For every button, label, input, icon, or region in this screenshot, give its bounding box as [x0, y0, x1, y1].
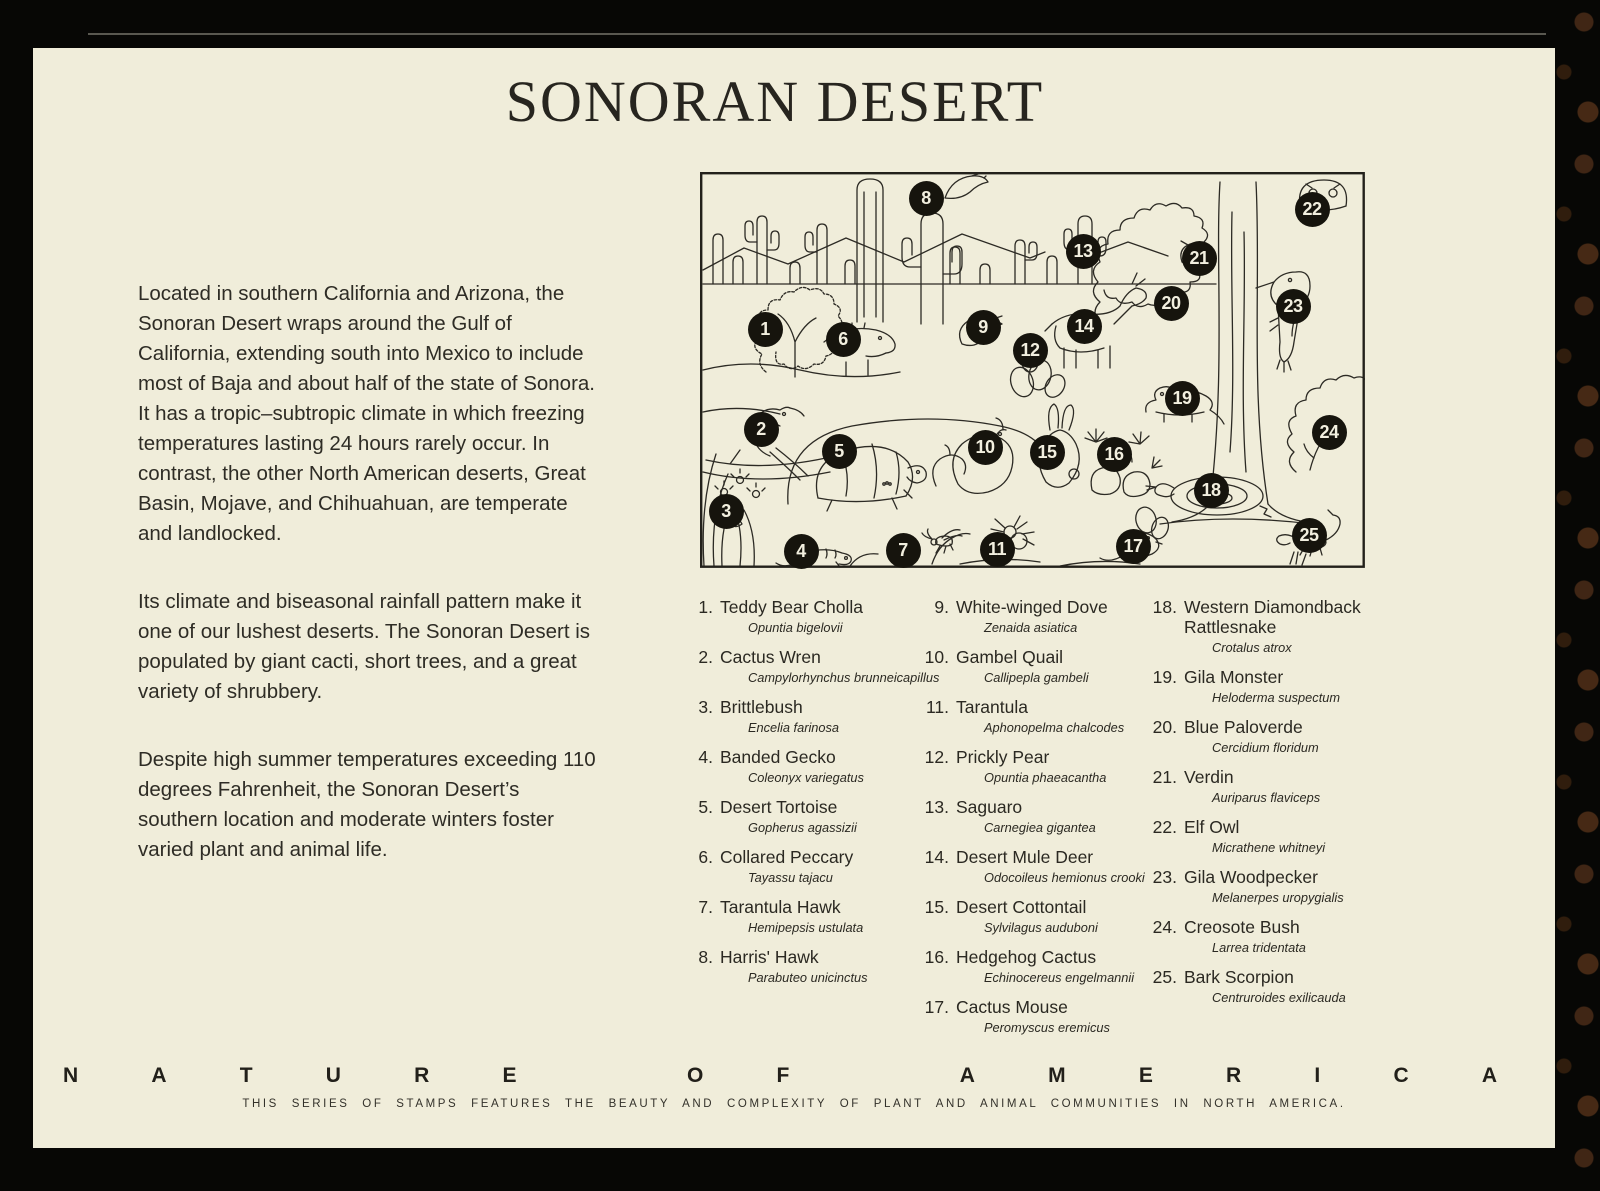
legend-item-number: 6.: [698, 847, 713, 867]
legend-item: [1147, 717, 1397, 755]
species-name: Gila Woodpecker: [1184, 867, 1318, 887]
species-name: Tarantula Hawk: [720, 897, 841, 917]
species-name: Gambel Quail: [956, 647, 1063, 667]
diagram-marker-15: 15: [1030, 435, 1065, 470]
legend-item-number: 11.: [925, 697, 949, 717]
intro-text: [138, 279, 603, 903]
species-scientific-name: Cercidium floridum: [1212, 740, 1319, 755]
diagram-marker-22: 22: [1295, 192, 1330, 227]
legend-item-number: 22.: [1152, 817, 1177, 837]
legend-item: [919, 747, 1143, 785]
legend-item-number: 5.: [698, 797, 713, 817]
species-scientific-name: Opuntia bigelovii: [748, 620, 843, 635]
species-name: Cactus Wren: [720, 647, 821, 667]
background-texture: [1550, 0, 1600, 1191]
species-name: Desert Mule Deer: [956, 847, 1094, 867]
stamp-panel: [33, 48, 1555, 1148]
diagram-marker-21: 21: [1182, 241, 1217, 276]
legend-item-number: 14.: [924, 847, 949, 867]
species-scientific-name: Encelia farinosa: [748, 720, 840, 735]
diagram-marker-24: 24: [1312, 415, 1347, 450]
legend-item: [683, 797, 915, 835]
species-scientific-name: Callipepla gambeli: [984, 670, 1089, 685]
desert-illustration: [700, 172, 1365, 568]
diagram-marker-3: 3: [709, 494, 744, 529]
page-edge-highlight: [88, 33, 1546, 35]
species-name: Teddy Bear Cholla: [720, 597, 863, 617]
legend-item: [1147, 967, 1397, 1005]
legend-item: [1147, 867, 1397, 905]
species-scientific-name: Heloderma suspectum: [1212, 690, 1341, 705]
species-scientific-name: Crotalus atrox: [1212, 640, 1292, 655]
species-name: Creosote Bush: [1184, 917, 1300, 937]
species-scientific-name: Melanerpes uropygialis: [1212, 890, 1344, 905]
diagram-marker-13: 13: [1066, 234, 1101, 269]
legend-item-number: 16.: [924, 947, 949, 967]
legend-item-number: 21.: [1152, 767, 1177, 787]
legend-item-number: 20.: [1152, 717, 1177, 737]
page-title: SONORAN DESERT: [505, 69, 1045, 134]
species-scientific-name: Peromyscus eremicus: [984, 1020, 1110, 1035]
series-letter: U: [325, 1064, 341, 1087]
legend-item: [683, 847, 915, 885]
series-letter: A: [1481, 1064, 1497, 1087]
legend-item-number: 10.: [924, 647, 949, 667]
diagram-marker-9: 9: [966, 310, 1001, 345]
legend-item: [683, 697, 915, 735]
legend-item: [1147, 597, 1397, 655]
species-scientific-name: Sylvilagus auduboni: [984, 920, 1098, 935]
legend-item-number: 23.: [1152, 867, 1177, 887]
legend-item: [683, 897, 915, 935]
species-name: Western Diamondback Rattlesnake: [1184, 597, 1361, 637]
species-name: Tarantula: [956, 697, 1028, 717]
legend-item: [919, 997, 1143, 1035]
species-name: Blue Paloverde: [1184, 717, 1303, 737]
legend-item: [919, 947, 1143, 985]
intro-paragraph-2: Its climate and biseasonal rainfall pattern make it one of our lushest deserts. The Sonoran Desert is populated by giant cacti, short trees, and a great variety of shrubbery.: [138, 590, 591, 703]
species-scientific-name: Coleonyx variegatus: [748, 770, 864, 785]
species-name: Desert Tortoise: [720, 797, 838, 817]
species-scientific-name: Larrea tridentata: [1212, 940, 1306, 955]
species-scientific-name: Gopherus agassizii: [748, 820, 857, 835]
legend-item-number: 12.: [924, 747, 949, 767]
diagram-marker-18: 18: [1194, 473, 1229, 508]
legend-item: [919, 847, 1143, 885]
legend-item: [683, 747, 915, 785]
species-scientific-name: Echinocereus engelmannii: [984, 970, 1135, 985]
series-letter: A: [959, 1064, 975, 1087]
legend-item: [919, 897, 1143, 935]
species-scientific-name: Hemipepsis ustulata: [748, 920, 864, 935]
legend-item: [1147, 817, 1397, 855]
series-letter: E: [1138, 1064, 1153, 1087]
series-letter: C: [1393, 1064, 1409, 1087]
desert-line-art: [700, 172, 1365, 568]
legend-item-number: 4.: [698, 747, 713, 767]
diagram-marker-23: 23: [1276, 289, 1311, 324]
diagram-marker-6: 6: [826, 322, 861, 357]
species-scientific-name: Centruroides exilicauda: [1212, 990, 1346, 1005]
species-scientific-name: Auriparus flaviceps: [1212, 790, 1321, 805]
species-name: White-winged Dove: [956, 597, 1108, 617]
legend-item-number: 1.: [698, 597, 713, 617]
legend-item-number: 7.: [698, 897, 713, 917]
species-name: Elf Owl: [1184, 817, 1240, 837]
species-name: Bark Scorpion: [1184, 967, 1294, 987]
series-letter: A: [151, 1064, 167, 1087]
series-title: [63, 1064, 1497, 1088]
series-letter: T: [239, 1064, 253, 1087]
species-name: Gila Monster: [1184, 667, 1284, 687]
legend-item-number: 17.: [924, 997, 949, 1017]
legend-item-number: 15.: [924, 897, 949, 917]
legend-item: [1147, 917, 1397, 955]
species-name: Desert Cottontail: [956, 897, 1087, 917]
legend-item: [919, 797, 1143, 835]
species-scientific-name: Carnegiea gigantea: [984, 820, 1096, 835]
diagram-marker-14: 14: [1067, 309, 1102, 344]
series-letter: F: [776, 1064, 790, 1087]
legend-item-number: 13.: [924, 797, 949, 817]
species-scientific-name: Opuntia phaeacantha: [984, 770, 1107, 785]
diagram-marker-20: 20: [1154, 286, 1189, 321]
intro-paragraph-1: Located in southern California and Arizona, the Sonoran Desert wraps around the Gulf of California, extending south into Mexico to include most of Baja and about half of the state of Sonora. It has a tropic–subtropic climate in which freezing temperatures lasting 24 hours rarely occur. In contrast, the other North American deserts, Great Basin, Mojave, and Chihuahuan, are temperate and landlocked.: [138, 282, 595, 545]
intro-paragraph-3: Despite high summer temperatures exceeding 110 degrees Fahrenheit, the Sonoran Desert’s southern location and moderate winters foster varied plant and animal life.: [138, 748, 596, 861]
diagram-marker-5: 5: [822, 434, 857, 469]
series-tagline: THIS SERIES OF STAMPS FEATURES THE BEAUTY AND COMPLEXITY OF PLANT AND ANIMAL COMMUNITIES IN NORTH AMERICA.: [242, 1098, 1346, 1110]
diagram-marker-12: 12: [1013, 333, 1048, 368]
legend-item-number: 8.: [698, 947, 713, 967]
series-letter: R: [414, 1064, 430, 1087]
series-letter: M: [1048, 1064, 1066, 1087]
species-scientific-name: Aphonopelma chalcodes: [984, 720, 1125, 735]
legend-item-number: 25.: [1152, 967, 1177, 987]
series-letter: O: [686, 1064, 704, 1087]
legend-item-number: 2.: [698, 647, 713, 667]
diagram-marker-2: 2: [744, 412, 779, 447]
species-scientific-name: Parabuteo unicinctus: [748, 970, 868, 985]
diagram-marker-19: 19: [1165, 381, 1200, 416]
species-name: Banded Gecko: [720, 747, 836, 767]
diagram-marker-11: 11: [980, 532, 1015, 567]
legend-item: [919, 597, 1143, 635]
legend-item: [919, 647, 1143, 685]
species-name: Verdin: [1184, 767, 1234, 787]
species-scientific-name: Odocoileus hemionus crooki: [984, 870, 1145, 885]
legend-item-number: 24.: [1152, 917, 1177, 937]
legend-item-number: 19.: [1152, 667, 1177, 687]
series-letter: R: [1226, 1064, 1242, 1087]
legend-item: [919, 697, 1143, 735]
series-letter: I: [1314, 1064, 1321, 1087]
legend-item: [1147, 767, 1397, 805]
diagram-marker-17: 17: [1116, 529, 1151, 564]
species-scientific-name: Tayassu tajacu: [748, 870, 833, 885]
species-scientific-name: Micrathene whitneyi: [1212, 840, 1326, 855]
species-scientific-name: Zenaida asiatica: [984, 620, 1078, 635]
species-name: Cactus Mouse: [956, 997, 1068, 1017]
series-letter: E: [502, 1064, 517, 1087]
diagram-marker-10: 10: [968, 430, 1003, 465]
species-name: Hedgehog Cactus: [956, 947, 1097, 967]
species-name: Brittlebush: [720, 697, 803, 717]
diagram-marker-7: 7: [886, 533, 921, 568]
species-scientific-name: Campylorhynchus brunneicapillus: [748, 670, 940, 685]
diagram-marker-1: 1: [748, 312, 783, 347]
series-letter: N: [63, 1064, 79, 1087]
species-name: Prickly Pear: [956, 747, 1050, 767]
legend-column-3: [1147, 597, 1397, 1017]
species-name: Collared Peccary: [720, 847, 854, 867]
species-name: Saguaro: [956, 797, 1023, 817]
legend-item-number: 18.: [1152, 597, 1177, 617]
species-name: Harris' Hawk: [720, 947, 819, 967]
legend-item-number: 3.: [698, 697, 713, 717]
legend-item: [683, 947, 915, 985]
legend-item: [683, 597, 915, 635]
diagram-marker-25: 25: [1292, 518, 1327, 553]
diagram-marker-16: 16: [1097, 437, 1132, 472]
diagram-marker-4: 4: [784, 534, 819, 569]
legend-item-number: 9.: [934, 597, 949, 617]
legend-item: [1147, 667, 1397, 705]
diagram-marker-8: 8: [909, 181, 944, 216]
legend-column-2: [919, 597, 1143, 1047]
